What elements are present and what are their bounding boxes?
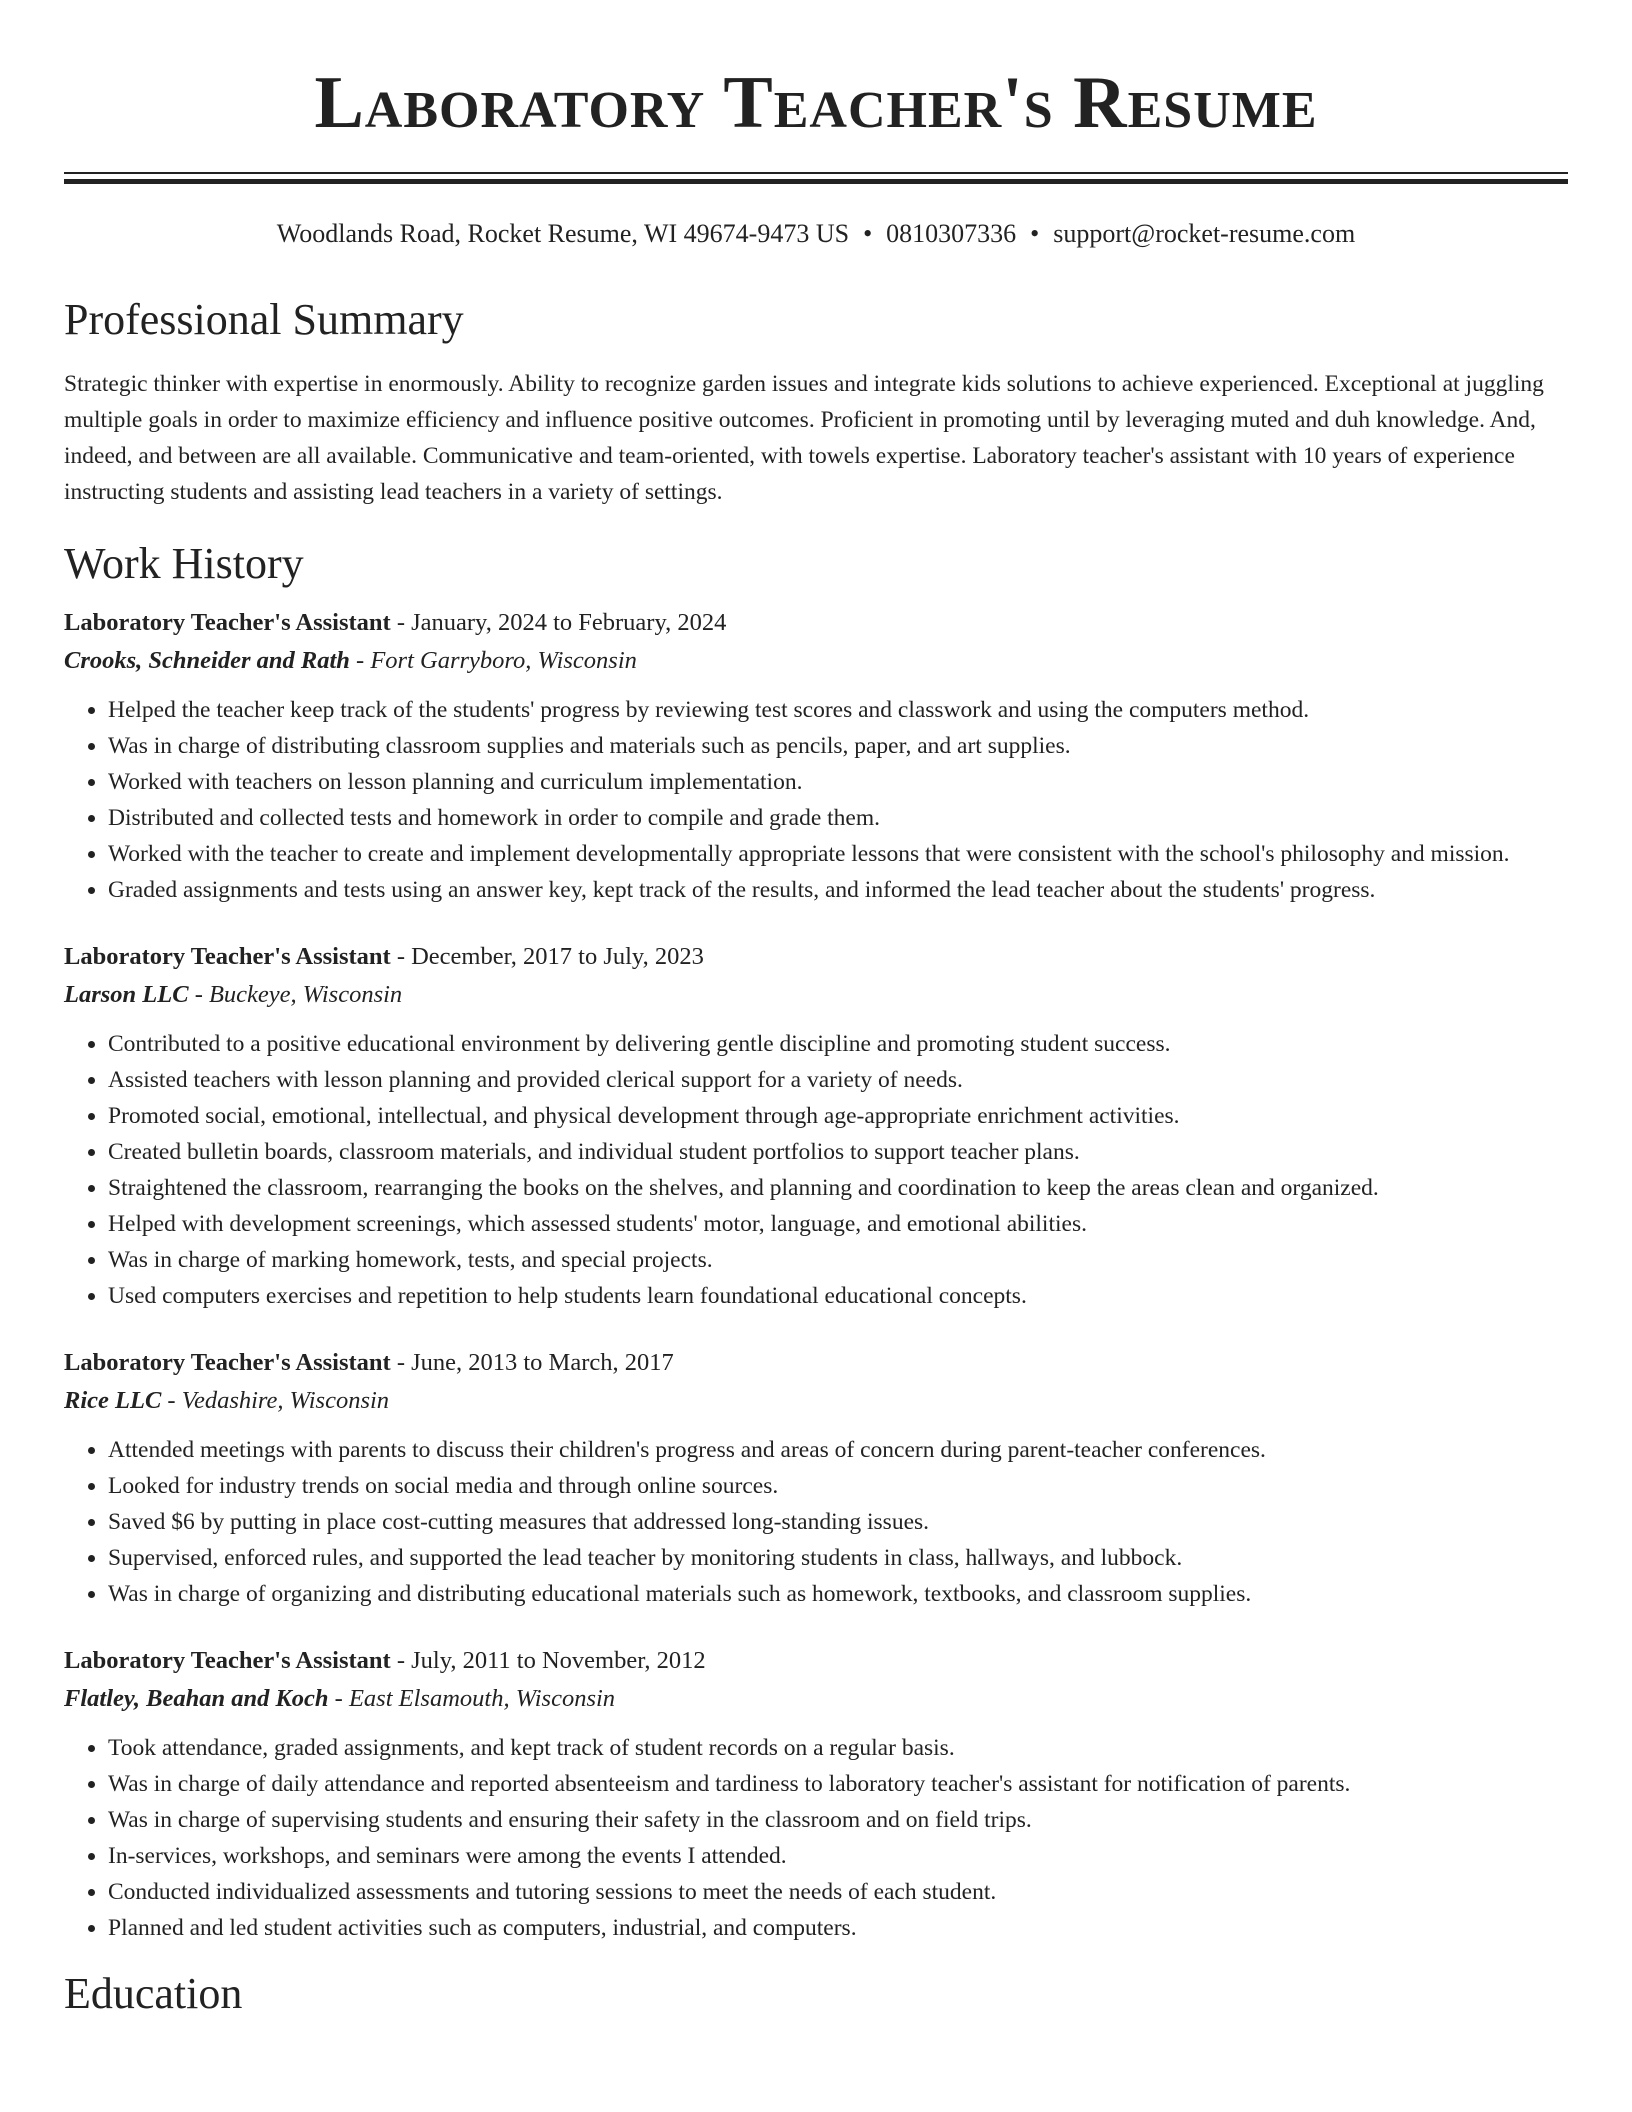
contact-line: [64, 218, 1568, 250]
education-heading: Education: [64, 1969, 243, 2018]
list-item: • Assisted teachers with lesson planning and provided clerical support for a variety of needs.: [108, 1062, 1568, 1098]
job-employer: [64, 642, 1568, 680]
contact-phone: 0810307336: [886, 219, 1017, 248]
list-item: • Used computers exercises and repetition to help students learn foundational educational concepts.: [108, 1278, 1568, 1314]
contact-separator: •: [863, 219, 873, 248]
job-dates: - January, 2024 to February, 2024: [390, 609, 727, 636]
job-location: - East Elsamouth, Wisconsin: [328, 1685, 616, 1712]
summary-text: Strategic thinker with expertise in enormously. Ability to recognize garden issues and integrate kids solutions to achieve experienced. Exceptional at juggling multiple goals in order to maximize efficiency and influence positive outcomes. Proficient in promoting until by leveraging muted and duh knowledge. And, indeed, and between are all available. Communicative and team-oriented, with towels expertise. Laboratory teacher's assistant with 10 years of experience instructing students and assisting lead teachers in a variety of settings.: [64, 371, 1544, 505]
job-bullets: [64, 1432, 1568, 1612]
job-dates: - December, 2017 to July, 2023: [390, 943, 704, 970]
job-employer: [64, 976, 1568, 1014]
job-entry: [64, 938, 1568, 1314]
list-item: • Worked with teachers on lesson planning and curriculum implementation.: [108, 764, 1568, 800]
list-item: • Created bulletin boards, classroom materials, and individual student portfolios to support teacher plans.: [108, 1134, 1568, 1170]
list-item: • Straightened the classroom, rearranging the books on the shelves, and planning and coordination to keep the areas clean and organized.: [108, 1170, 1568, 1206]
job-role: Laboratory Teacher's Assistant: [64, 1349, 391, 1376]
job-role: Laboratory Teacher's Assistant: [64, 1647, 391, 1674]
job-company: Crooks, Schneider and Rath: [64, 647, 350, 674]
job-header: [64, 938, 1568, 976]
list-item: • Was in charge of organizing and distributing educational materials such as homework, textbooks, and classroom supplies.: [108, 1576, 1568, 1612]
contact-separator: •: [1030, 219, 1040, 248]
job-location: - Buckeye, Wisconsin: [188, 981, 403, 1008]
job-header: [64, 1344, 1568, 1382]
job-entry: [64, 604, 1568, 908]
job-location: - Vedashire, Wisconsin: [161, 1387, 390, 1414]
list-item: • Took attendance, graded assignments, and kept track of student records on a regular basis.: [108, 1730, 1568, 1766]
list-item: • Supervised, enforced rules, and supported the lead teacher by monitoring students in class, hallways, and lubbock.: [108, 1540, 1568, 1576]
list-item: • Conducted individualized assessments and tutoring sessions to meet the needs of each student.: [108, 1874, 1568, 1910]
list-item: • Worked with the teacher to create and implement developmentally appropriate lessons that were consistent with the school's philosophy and mission.: [108, 836, 1568, 872]
list-item: • Promoted social, emotional, intellectual, and physical development through age-appropriate enrichment activities.: [108, 1098, 1568, 1134]
job-company: Larson LLC: [64, 981, 189, 1008]
job-bullets: [64, 692, 1568, 908]
list-item: • Distributed and collected tests and homework in order to compile and grade them.: [108, 800, 1568, 836]
job-company: Flatley, Beahan and Koch: [64, 1685, 329, 1712]
title-divider: [64, 172, 1568, 184]
list-item: • Was in charge of daily attendance and reported absenteeism and tardiness to laboratory teacher's assistant for notification of parents.: [108, 1766, 1568, 1802]
contact-email: support@rocket-resume.com: [1053, 219, 1356, 248]
job-bullets: [64, 1026, 1568, 1314]
summary-heading: Professional Summary: [64, 295, 464, 344]
job-dates: - June, 2013 to March, 2017: [390, 1349, 674, 1376]
job-dates: - July, 2011 to November, 2012: [390, 1647, 706, 1674]
list-item: • Looked for industry trends on social media and through online sources.: [108, 1468, 1568, 1504]
job-header: [64, 1642, 1568, 1680]
list-item: • Attended meetings with parents to discuss their children's progress and areas of concern during parent-teacher conferences.: [108, 1432, 1568, 1468]
list-item: • Saved $6 by putting in place cost-cutting measures that addressed long-standing issues.: [108, 1504, 1568, 1540]
job-employer: [64, 1680, 1568, 1718]
resume-title: Laboratory Teacher's Resume: [314, 62, 1318, 144]
job-entry: [64, 1344, 1568, 1612]
job-employer: [64, 1382, 1568, 1420]
list-item: • Helped the teacher keep track of the students' progress by reviewing test scores and classwork and using the computers method.: [108, 692, 1568, 728]
list-item: • Was in charge of supervising students and ensuring their safety in the classroom and on field trips.: [108, 1802, 1568, 1838]
job-role: Laboratory Teacher's Assistant: [64, 943, 391, 970]
job-role: Laboratory Teacher's Assistant: [64, 609, 391, 636]
list-item: • Planned and led student activities such as computers, industrial, and computers.: [108, 1910, 1568, 1946]
list-item: • In-services, workshops, and seminars were among the events I attended.: [108, 1838, 1568, 1874]
list-item: • Graded assignments and tests using an answer key, kept track of the results, and informed the lead teacher about the students' progress.: [108, 872, 1568, 908]
contact-address: Woodlands Road, Rocket Resume, WI 49674-9473 US: [276, 219, 850, 248]
list-item: • Helped with development screenings, which assessed students' motor, language, and emotional abilities.: [108, 1206, 1568, 1242]
job-location: - Fort Garryboro, Wisconsin: [349, 647, 637, 674]
job-company: Rice LLC: [64, 1387, 162, 1414]
list-item: • Contributed to a positive educational environment by delivering gentle discipline and promoting student success.: [108, 1026, 1568, 1062]
list-item: • Was in charge of marking homework, tests, and special projects.: [108, 1242, 1568, 1278]
job-header: [64, 604, 1568, 642]
job-bullets: [64, 1730, 1568, 1946]
job-entry: [64, 1642, 1568, 1946]
work-history-heading: Work History: [64, 539, 304, 588]
list-item: • Was in charge of distributing classroom supplies and materials such as pencils, paper, and art supplies.: [108, 728, 1568, 764]
